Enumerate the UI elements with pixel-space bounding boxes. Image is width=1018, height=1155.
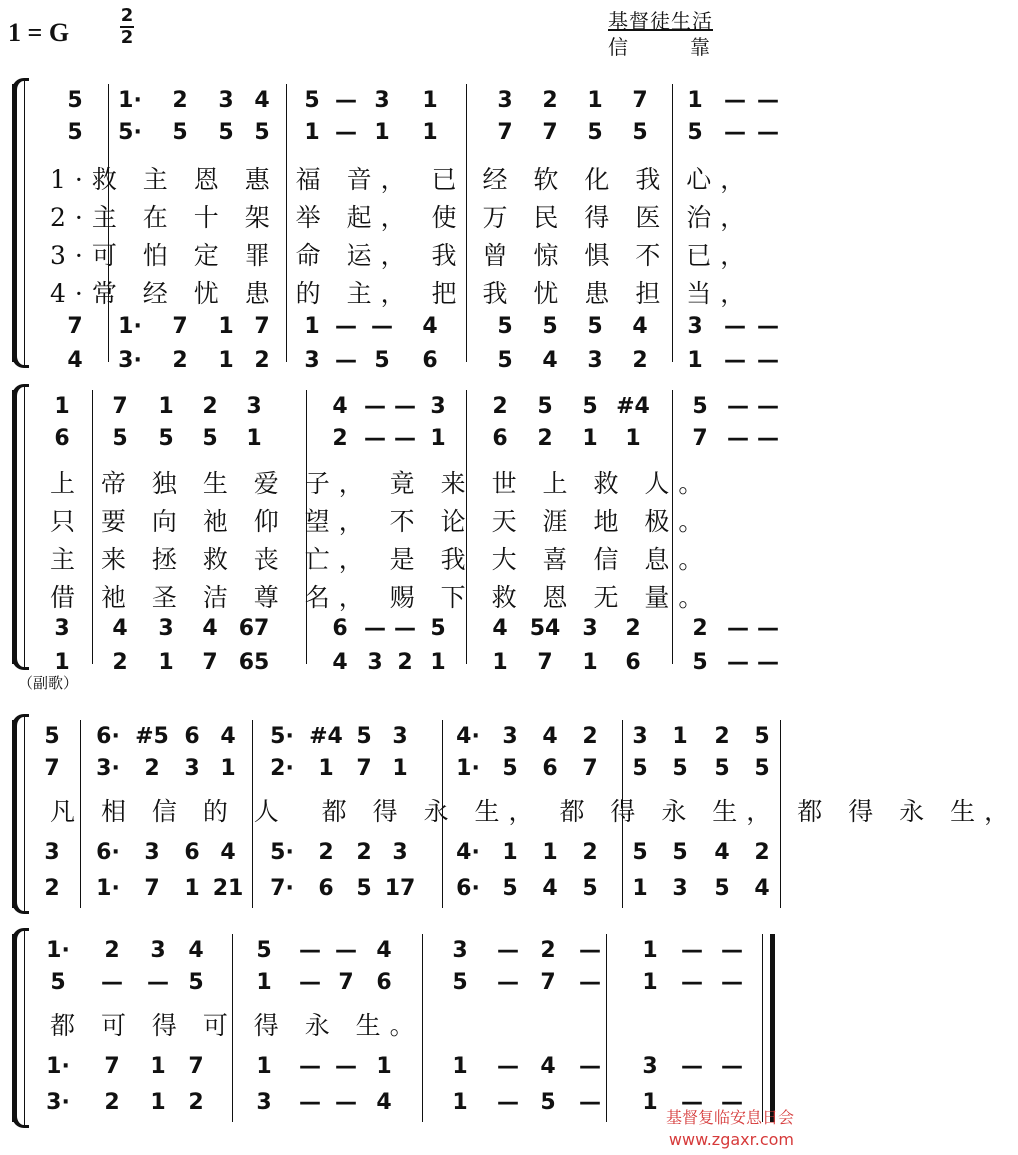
note: 4 <box>332 650 348 675</box>
note: — <box>335 88 357 113</box>
bass-part <box>0 348 800 382</box>
note: — <box>299 1054 321 1079</box>
note: — <box>371 314 393 339</box>
note: 7 <box>632 88 648 113</box>
note: 5 <box>374 348 390 373</box>
note: 7· <box>270 876 294 901</box>
note: 4 <box>492 616 508 641</box>
note: 6 <box>625 650 641 675</box>
note: — <box>724 348 746 373</box>
note: 5 <box>687 120 703 145</box>
note: — <box>497 938 519 963</box>
note: 1 <box>625 426 641 451</box>
alto-part <box>0 756 800 790</box>
note: 7 <box>104 1054 120 1079</box>
note: 1 <box>687 348 703 373</box>
note: 1 <box>687 88 703 113</box>
note: 2 <box>542 88 558 113</box>
note: 7 <box>112 394 128 419</box>
note: 7 <box>188 1054 204 1079</box>
note: 3 <box>304 348 320 373</box>
note: 5 <box>502 876 518 901</box>
note: 1 <box>582 426 598 451</box>
note: 5 <box>632 756 648 781</box>
note: — <box>101 970 123 995</box>
note: — <box>721 938 743 963</box>
note: 3 <box>144 840 160 865</box>
note: — <box>335 120 357 145</box>
note: 5 <box>67 120 83 145</box>
note: 1 <box>422 88 438 113</box>
note: 2 <box>632 348 648 373</box>
note: — <box>727 616 749 641</box>
note: 1 <box>542 840 558 865</box>
chorus-label: （副歌） <box>18 674 79 692</box>
note: 2 <box>714 724 730 749</box>
lyric-line: 2·主 在 十 架 举 起， 使 万 民 得 医 治， <box>50 203 755 232</box>
note: 1 <box>642 938 658 963</box>
note: — <box>681 938 703 963</box>
note: 1 <box>642 1090 658 1115</box>
note: 1 <box>150 1090 166 1115</box>
note: 3 <box>374 88 390 113</box>
score-system-1 <box>0 78 800 373</box>
note: 1 <box>246 426 262 451</box>
note: 2· <box>270 756 294 781</box>
note: #4 <box>309 724 343 749</box>
note: 6· <box>96 724 120 749</box>
note: — <box>721 1054 743 1079</box>
note: — <box>724 120 746 145</box>
bass-part <box>0 876 800 910</box>
note: — <box>299 970 321 995</box>
note: 5 <box>256 938 272 963</box>
note: 3 <box>672 876 688 901</box>
note: 7 <box>44 756 60 781</box>
note: — <box>579 970 601 995</box>
note: 7 <box>67 314 83 339</box>
lyric-line: 上 帝 独 生 爱 子， 竟 来 世 上 救 人。 <box>50 469 713 498</box>
note: — <box>335 1054 357 1079</box>
note: 6 <box>54 426 70 451</box>
note: 1· <box>456 756 480 781</box>
note: 4· <box>456 840 480 865</box>
note: 5 <box>672 840 688 865</box>
note: 6 <box>542 756 558 781</box>
alto-part <box>0 426 800 460</box>
note: — <box>364 426 386 451</box>
note: — <box>721 1090 743 1115</box>
watermark <box>666 1107 794 1151</box>
key-signature: 1 = G <box>8 18 70 47</box>
score-system-2 <box>0 384 800 675</box>
note: 5 <box>754 724 770 749</box>
note: 3 <box>392 724 408 749</box>
note: 1 <box>318 756 334 781</box>
note: 1 <box>150 1054 166 1079</box>
note: 5 <box>692 650 708 675</box>
note: — <box>335 938 357 963</box>
note: 4· <box>456 724 480 749</box>
note: 2 <box>202 394 218 419</box>
note: 2 <box>356 840 372 865</box>
soprano-part <box>0 394 800 428</box>
note: — <box>757 650 779 675</box>
note: 5 <box>632 120 648 145</box>
note: 65 <box>238 650 270 675</box>
note: 7 <box>542 120 558 145</box>
note: 2 <box>537 426 553 451</box>
note: 3 <box>150 938 166 963</box>
note: 5 <box>452 970 468 995</box>
note: 2 <box>254 348 270 373</box>
lyric-line: 4·常 经 忧 患 的 主， 把 我 忧 患 担 当， <box>50 279 755 308</box>
note: — <box>757 616 779 641</box>
note: 5 <box>50 970 66 995</box>
note: 2 <box>104 1090 120 1115</box>
lyric-line: 只 要 向 祂 仰 望， 不 论 天 涯 地 极。 <box>50 507 713 536</box>
note: 4 <box>188 938 204 963</box>
note: 2 <box>582 724 598 749</box>
hymn-category: 基督徒生活 <box>608 9 713 33</box>
note: 3· <box>118 348 142 373</box>
watermark-url: www.zgaxr.com <box>668 1130 794 1149</box>
note: 5 <box>497 314 513 339</box>
note: 54 <box>529 616 561 641</box>
note: 1 <box>54 650 70 675</box>
note: 5 <box>158 426 174 451</box>
note: 5 <box>582 876 598 901</box>
note: 2 <box>112 650 128 675</box>
note: 4 <box>542 724 558 749</box>
note: — <box>681 970 703 995</box>
note: 6· <box>96 840 120 865</box>
note: 3· <box>46 1090 70 1115</box>
note: 3 <box>632 724 648 749</box>
note: 5 <box>254 120 270 145</box>
alto-part <box>0 120 800 154</box>
note: 5 <box>672 756 688 781</box>
time-signature <box>120 6 134 48</box>
note: — <box>335 1090 357 1115</box>
note: — <box>579 1054 601 1079</box>
note: 1 <box>452 1090 468 1115</box>
note: 7 <box>537 650 553 675</box>
note: 4 <box>332 394 348 419</box>
note: 7 <box>692 426 708 451</box>
hymn-tune: 信靠 <box>608 35 772 59</box>
note: 1 <box>422 120 438 145</box>
note: 1 <box>374 120 390 145</box>
score-system-3-chorus <box>0 714 1018 914</box>
note: — <box>497 1054 519 1079</box>
note: 5 <box>44 724 60 749</box>
note: 2 <box>188 1090 204 1115</box>
note: — <box>721 970 743 995</box>
note: 4 <box>254 88 270 113</box>
note: — <box>727 650 749 675</box>
note: 4 <box>202 616 218 641</box>
note: 1 <box>184 876 200 901</box>
note: 1 <box>632 876 648 901</box>
note: 1· <box>46 1054 70 1079</box>
note: 5 <box>582 394 598 419</box>
note: 3 <box>158 616 174 641</box>
note: 3 <box>367 650 383 675</box>
bass-part <box>0 650 800 684</box>
note: 6 <box>332 616 348 641</box>
note: 2 <box>754 840 770 865</box>
note: — <box>394 426 416 451</box>
note: — <box>579 1090 601 1115</box>
note: 5 <box>587 314 603 339</box>
note: 6 <box>422 348 438 373</box>
note: 5· <box>270 724 294 749</box>
note: 5 <box>430 616 446 641</box>
note: 4 <box>220 724 236 749</box>
alto-part <box>0 970 800 1004</box>
note: 5 <box>714 876 730 901</box>
note: — <box>757 426 779 451</box>
note: 3 <box>430 394 446 419</box>
note: 2 <box>492 394 508 419</box>
note: — <box>727 426 749 451</box>
note: 1 <box>376 1054 392 1079</box>
note: 1 <box>582 650 598 675</box>
note: 5 <box>692 394 708 419</box>
note: 3 <box>246 394 262 419</box>
note: 2 <box>540 938 556 963</box>
note: 1 <box>304 314 320 339</box>
note: 4 <box>542 876 558 901</box>
note: 1 <box>587 88 603 113</box>
note: — <box>681 1090 703 1115</box>
note: 2 <box>104 938 120 963</box>
note: 5 <box>542 314 558 339</box>
note: 3 <box>497 88 513 113</box>
note: 3 <box>502 724 518 749</box>
note: 7 <box>144 876 160 901</box>
note: 5 <box>188 970 204 995</box>
note: 1 <box>256 1054 272 1079</box>
note: 4 <box>422 314 438 339</box>
note: 2 <box>172 348 188 373</box>
note: 6 <box>492 426 508 451</box>
note: 2 <box>144 756 160 781</box>
note: 4 <box>220 840 236 865</box>
note: 3 <box>582 616 598 641</box>
note: 3 <box>687 314 703 339</box>
note: 4 <box>542 348 558 373</box>
note: — <box>394 616 416 641</box>
note: 2 <box>318 840 334 865</box>
note: 7 <box>582 756 598 781</box>
note: — <box>364 394 386 419</box>
note: 1 <box>218 314 234 339</box>
score-system-4 <box>0 928 800 1128</box>
note: 4 <box>376 1090 392 1115</box>
note: 1 <box>430 426 446 451</box>
soprano-part <box>0 724 800 758</box>
note: — <box>724 88 746 113</box>
note: 6 <box>318 876 334 901</box>
note: 5 <box>356 876 372 901</box>
note: 1 <box>218 348 234 373</box>
note: — <box>497 1090 519 1115</box>
note: 3 <box>587 348 603 373</box>
note: 5 <box>202 426 218 451</box>
lyric-line: 1·救 主 恩 惠 福 音， 已 经 软 化 我 心， <box>50 165 755 194</box>
note: 2 <box>692 616 708 641</box>
lyric-line: 3·可 怕 定 罪 命 运， 我 曾 惊 惧 不 已， <box>50 241 755 270</box>
note: 1· <box>96 876 120 901</box>
note: 2 <box>44 876 60 901</box>
note: 2 <box>172 88 188 113</box>
tenor-part <box>0 616 800 650</box>
tenor-part <box>0 314 800 348</box>
note: — <box>335 348 357 373</box>
note: 1 <box>256 970 272 995</box>
note: 2 <box>397 650 413 675</box>
note: 7 <box>540 970 556 995</box>
soprano-part <box>0 938 800 972</box>
note: 7 <box>497 120 513 145</box>
note: 1 <box>492 650 508 675</box>
note: 1 <box>158 650 174 675</box>
note: — <box>681 1054 703 1079</box>
note: 3· <box>96 756 120 781</box>
note: 5 <box>356 724 372 749</box>
note: — <box>299 1090 321 1115</box>
note: — <box>335 314 357 339</box>
hymn-credit <box>608 8 772 60</box>
note: 5 <box>540 1090 556 1115</box>
note: 5 <box>537 394 553 419</box>
note: 4 <box>714 840 730 865</box>
note: — <box>364 616 386 641</box>
note: 1 <box>672 724 688 749</box>
note: — <box>394 394 416 419</box>
note: 7 <box>202 650 218 675</box>
meter-top: 2 <box>120 5 134 26</box>
note: 1· <box>118 88 142 113</box>
note: 3 <box>184 756 200 781</box>
lyric-line: 凡 相 信 的 人 都 得 永 生， 都 得 永 生， 都 得 永 生， <box>50 797 1018 826</box>
note: 5 <box>754 756 770 781</box>
note: — <box>757 120 779 145</box>
note: 4 <box>754 876 770 901</box>
note: — <box>724 314 746 339</box>
note: 1 <box>392 756 408 781</box>
note: 2 <box>582 840 598 865</box>
note: 1 <box>502 840 518 865</box>
note: 4 <box>540 1054 556 1079</box>
note: 5 <box>587 120 603 145</box>
note: 3 <box>642 1054 658 1079</box>
note: 1· <box>118 314 142 339</box>
note: 6 <box>184 724 200 749</box>
note: 3 <box>452 938 468 963</box>
note: 6 <box>184 840 200 865</box>
note: 6· <box>456 876 480 901</box>
lyric-line: 都 可 得 可 得 永 生。 <box>50 1011 424 1040</box>
note: 3 <box>218 88 234 113</box>
note: — <box>757 394 779 419</box>
tenor-part <box>0 840 800 874</box>
note: 3 <box>392 840 408 865</box>
note: 1 <box>430 650 446 675</box>
note: 5 <box>502 756 518 781</box>
note: 1 <box>642 970 658 995</box>
note: 67 <box>238 616 270 641</box>
note: 5 <box>304 88 320 113</box>
lyric-line: 主 来 拯 救 丧 亡， 是 我 大 喜 信 息。 <box>50 545 713 574</box>
note: — <box>579 938 601 963</box>
note: 1 <box>158 394 174 419</box>
meter-bottom: 2 <box>120 27 134 48</box>
note: #5 <box>135 724 169 749</box>
note: 4 <box>632 314 648 339</box>
note: 1 <box>220 756 236 781</box>
note: — <box>757 348 779 373</box>
note: 1 <box>452 1054 468 1079</box>
note: 5 <box>67 88 83 113</box>
note: — <box>727 394 749 419</box>
lyric-line: 借 祂 圣 洁 尊 名， 赐 下 救 恩 无 量。 <box>50 583 713 612</box>
note: 3 <box>54 616 70 641</box>
soprano-part <box>0 88 800 122</box>
note: — <box>757 88 779 113</box>
note: 7 <box>338 970 354 995</box>
note: 2 <box>625 616 641 641</box>
note: — <box>757 314 779 339</box>
note: — <box>299 938 321 963</box>
note: — <box>147 970 169 995</box>
note: 21 <box>212 876 244 901</box>
note: 5· <box>118 120 142 145</box>
note: 17 <box>384 876 416 901</box>
watermark-site-name: 基督复临安息日会 <box>665 1108 794 1127</box>
note: 1 <box>54 394 70 419</box>
note: 5 <box>172 120 188 145</box>
note: 2 <box>332 426 348 451</box>
note: 4 <box>376 938 392 963</box>
note: — <box>497 970 519 995</box>
note: 5 <box>218 120 234 145</box>
note: 3 <box>44 840 60 865</box>
tenor-part <box>0 1054 800 1088</box>
note: 3 <box>256 1090 272 1115</box>
note: 5 <box>112 426 128 451</box>
note: 4 <box>67 348 83 373</box>
note: 5 <box>714 756 730 781</box>
note: 5 <box>632 840 648 865</box>
note: 1 <box>304 120 320 145</box>
note: 7 <box>254 314 270 339</box>
note: 6 <box>376 970 392 995</box>
note: 5· <box>270 840 294 865</box>
note: 7 <box>356 756 372 781</box>
note: 1· <box>46 938 70 963</box>
note: #4 <box>616 394 650 419</box>
note: 5 <box>497 348 513 373</box>
note: 7 <box>172 314 188 339</box>
note: 4 <box>112 616 128 641</box>
